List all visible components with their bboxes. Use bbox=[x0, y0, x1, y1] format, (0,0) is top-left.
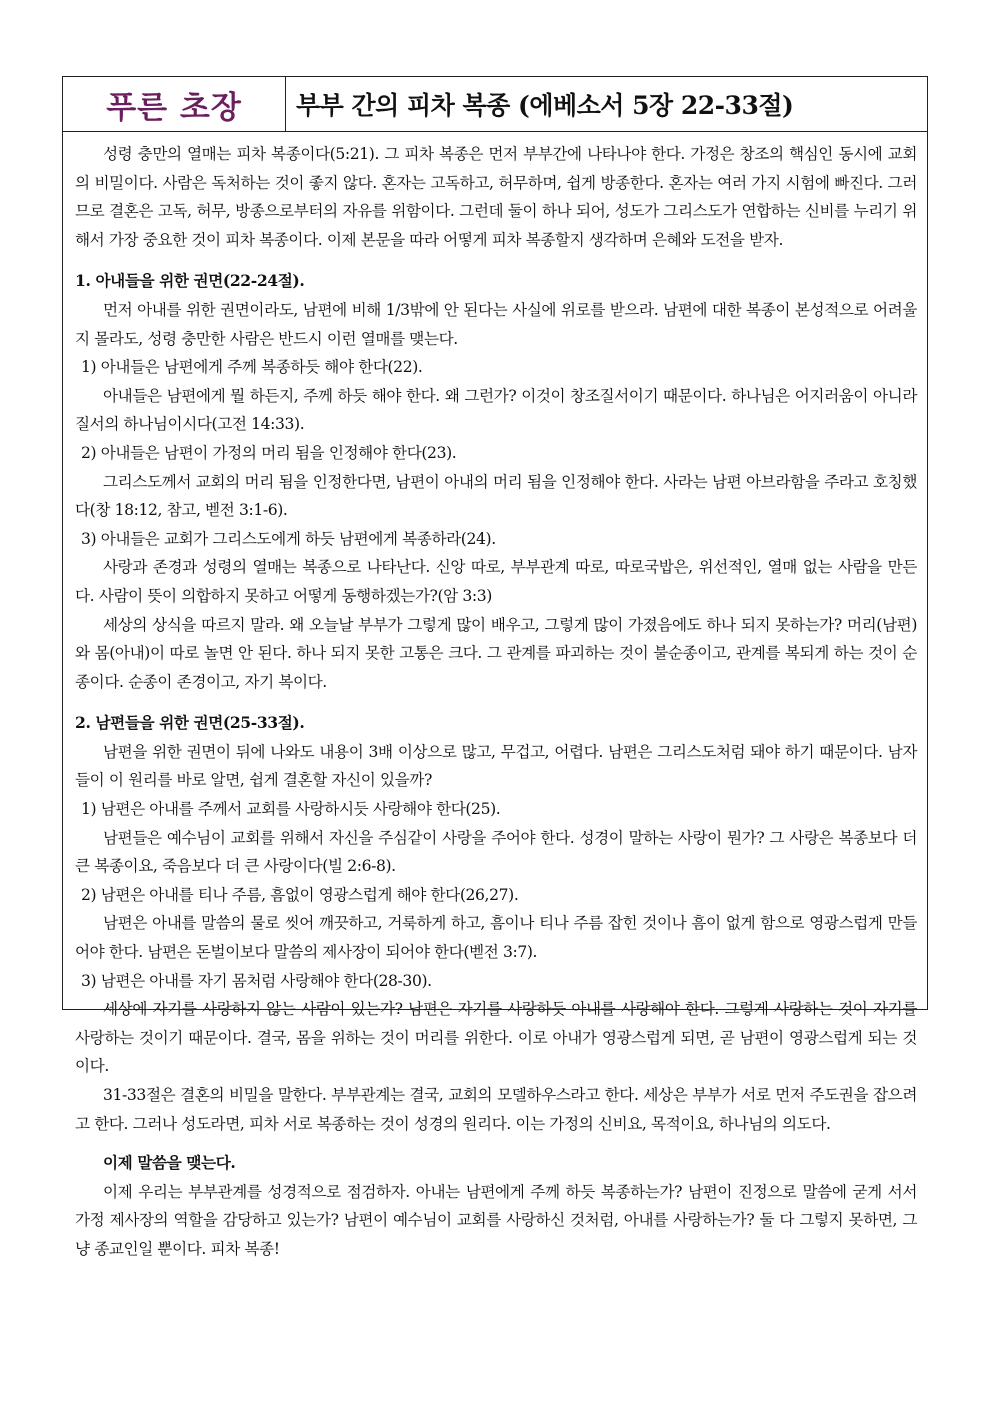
closing-heading: 이제 말씀을 맺는다. bbox=[103, 1153, 236, 1173]
section1-point1-body: 아내들은 남편에게 뭘 하든지, 주께 하듯 해야 한다. 왜 그런가? 이것이 창조질서이기 때문이다. 하나님은 어지러움이 아니라 질서의 하나님이시다(고전 14:33). bbox=[75, 386, 917, 434]
section1-point1: 1) 아내들은 남편에게 주께 복종하듯 해야 한다(22). bbox=[81, 358, 423, 377]
section2-intro: 남편을 위한 권면이 뒤에 나와도 내용이 3배 이상으로 많고, 무겁고, 어렵다. 남편은 그리스도처럼 돼야 하기 때문이다. 남자들이 이 원리를 바로 알면, 쉽게 결혼할 자신이 있을까? bbox=[75, 742, 917, 790]
header bbox=[63, 77, 927, 132]
document-frame bbox=[62, 76, 928, 1258]
intro-paragraph: 성령 충만의 열매는 피차 복종이다(5:21). 그 피차 복종은 먼저 부부간에 나타나야 한다. 가정은 창조의 핵심인 동시에 교회의 비밀이다. 사람은 독처하는 것이 좋지 않다. 혼자는 고독하고, 허무하며, 쉽게 방종한다. 혼자는 여러 가지 시험에 빠진다. 그러므로 결혼은 고독, 허무, 방종으로부터의 자유를 위함이다. 그런데 둘이 하나 되어, 성도가 그리스도가 연합하는 신비를 누리기 위해서 가장 중요한 것이 피차 복종이다. 이제 본문을 따라 어떻게 피차 복종할지 생각하며 은혜와 도전을 받자. bbox=[75, 145, 917, 249]
section1-heading: 1. 아내들을 위한 권면(22-24절). bbox=[75, 271, 305, 291]
section1-point2: 2) 아내들은 남편이 가정의 머리 됨을 인정해야 한다(23). bbox=[81, 443, 457, 462]
section1-point3-body2: 세상의 상식을 따르지 말라. 왜 오늘날 부부가 그렇게 많이 배우고, 그렇게 많이 가졌음에도 하나 되지 못하는가? 머리(남편)와 몸(아내)이 따로 놀면 안 된다. 하나 되지 못한 고통은 크다. 그 관계를 파괴하는 것이 불순종이고, 관계를 복되게 하는 것이 순종이다. 순종이 존경이고, 자기 복이다. bbox=[75, 615, 917, 691]
section2-point3-body: 세상에 자기를 사랑하지 않는 사람이 있는가? 남편은 자기를 사랑하듯 아내를 사랑해야 한다. 그렇게 사랑하는 것이 자기를 사랑하는 것이기 때문이다. 결국, 몸을 위하는 것이 머리를 위한다. 이로 아내가 영광스럽게 되면, 곧 남편이 영광스럽게 되는 것이다. bbox=[75, 1000, 917, 1076]
section2-point2: 2) 남편은 아내를 티나 주름, 흠없이 영광스럽게 해야 한다(26,27). bbox=[81, 885, 519, 904]
section2-point1: 1) 남편은 아내를 주께서 교회를 사랑하시듯 사랑해야 한다(25). bbox=[81, 800, 501, 819]
closing-body: 이제 우리는 부부관계를 성경적으로 점검하자. 아내는 남편에게 주께 하듯 복종하는가? 남편이 진정으로 말씀에 굳게 서서 가정 제사장의 역할을 감당하고 있는가? 남편이 예수님이 교회를 사랑하신 것처럼, 아내를 사랑하는가? 둘 다 그렇지 못하면, 그냥 종교인일 뿐이다. 피차 복종! bbox=[75, 1182, 917, 1258]
section2-note: 31-33절은 결혼의 비밀을 말한다. 부부관계는 결국, 교회의 모델하우스라고 한다. 세상은 부부가 서로 먼저 주도권을 잡으려고 한다. 그러나 성도라면, 피차 서로 복종하는 것이 성경의 원리다. 이는 가정의 신비요, 목적이요, 하나님의 의도다. bbox=[75, 1086, 917, 1133]
section1-point2-body: 그리스도께서 교회의 머리 됨을 인정한다면, 남편이 아내의 머리 됨을 인정해야 한다. 사라는 남편 아브라함을 주라고 호칭했다(창 18:12, 참고, 벧전 3:1-6). bbox=[75, 472, 917, 520]
section1-intro: 먼저 아내를 위한 권면이라도, 남편에 비해 1/3밖에 안 된다는 사실에 위로를 받으라. 남편에 대한 복종이 본성적으로 어려울지 몰라도, 성령 충만한 사람은 반드시 이런 열매를 맺는다. bbox=[75, 300, 917, 348]
document-body bbox=[63, 132, 927, 1264]
section1-point3: 3) 아내들은 교회가 그리스도에게 하듯 남편에게 복종하라(24). bbox=[81, 529, 496, 548]
section1-point3-body1: 사랑과 존경과 성령의 열매는 복종으로 나타난다. 신앙 따로, 부부관계 따로, 따로국밥은, 위선적인, 열매 없는 사람을 만든다. 사람이 뜻이 의합하지 못하고 어떻게 동행하겠는가?(암 3:3) bbox=[75, 558, 917, 605]
section2-point2-body: 남편은 아내를 말씀의 물로 씻어 깨끗하고, 거룩하게 하고, 흠이나 티나 주름 잡힌 것이나 흠이 없게 함으로 영광스럽게 만들어야 한다. 남편은 돈벌이보다 말씀의 제사장이 되어야 한다(벧전 3:7). bbox=[75, 914, 917, 962]
section2-point1-body: 남편들은 예수님이 교회를 위해서 자신을 주심같이 사랑을 주어야 한다. 성경이 말하는 사랑이 뭔가? 그 사랑은 복종보다 더 큰 복종이요, 죽음보다 더 큰 사랑이다(빌 2:6-8). bbox=[75, 828, 917, 876]
section2-point3: 3) 남편은 아내를 자기 몸처럼 사랑해야 한다(28-30). bbox=[81, 971, 432, 990]
brand-title: 푸른 초장 bbox=[63, 77, 286, 131]
section2-heading: 2. 남편들을 위한 권면(25-33절). bbox=[75, 713, 305, 733]
page-title: 부부 간의 피차 복종 (에베소서 5장 22-33절) bbox=[296, 91, 794, 120]
